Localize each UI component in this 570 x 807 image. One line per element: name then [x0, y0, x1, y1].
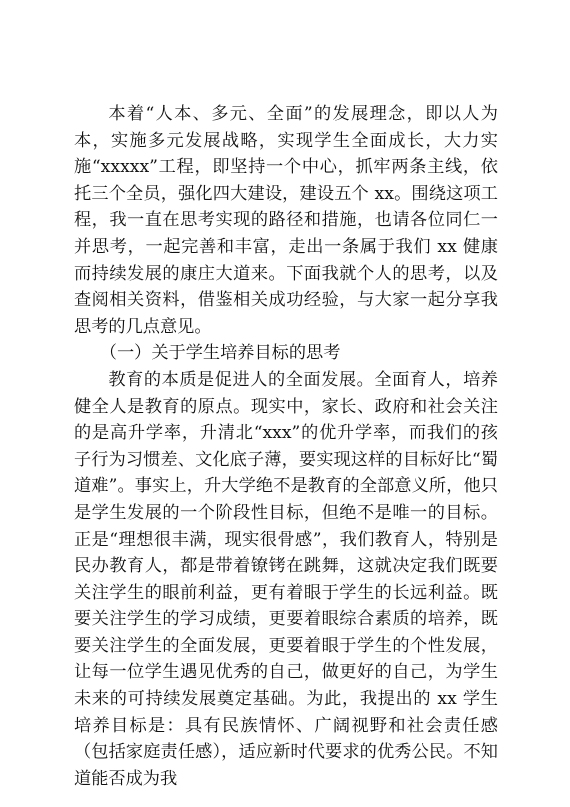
intro-paragraph: 本着“人本、多元、全面”的发展理念，即以人为本，实施多元发展战略，实现学生全面成长，大力实施“xxxxx”工程，即坚持一个中心，抓牢两条主线，依托三个全员，强化四大建设，建设五个 xx。围绕这项工程，我一直在思考实现的路径和措施，也请各位同仁一并思考，一起完善和丰富，走出一条属于我们 xx 健康而持续发展的康庄大道来。下面我就个人的思考，以及查阅相关资料，借鉴相关成功经验，与大家一起分享我思考的几点意见。	[74, 104, 498, 337]
document-body	[74, 101, 498, 792]
section-heading: （一）关于学生培养目标的思考	[99, 343, 341, 364]
body-paragraph: 教育的本质是促进人的全面发展。全面育人，培养健全人是教育的原点。现实中，家长、政府和社会关注的是高升学率，升清北“xxx”的优升学率，而我们的孩子行为习惯差、文化底子薄，要实现这样的目标好比“蜀道难”。事实上，升大学绝不是教育的全部意义所，他只是学生发展的一个阶段性目标，但绝不是唯一的目标。正是“理想很丰满，现实很骨感”，我们教育人，特别是民办教育人，都是带着镣铐在跳舞，这就决定我们既要关注学生的眼前利益，更有着眼于学生的长远利益。既要关注学生的学习成绩，更要着眼综合素质的培养，既要关注学生的全面发展，更要着眼于学生的个性发展，让每一位学生遇见优秀的自己，做更好的自己，为学生未来的可持续发展奠定基础。为此，我提出的 xx 学生培养目标是：具有民族情怀、广阔视野和社会责任感（包括家庭责任感），适应新时代要求的优秀公民。不知道能否成为我	[74, 369, 498, 789]
